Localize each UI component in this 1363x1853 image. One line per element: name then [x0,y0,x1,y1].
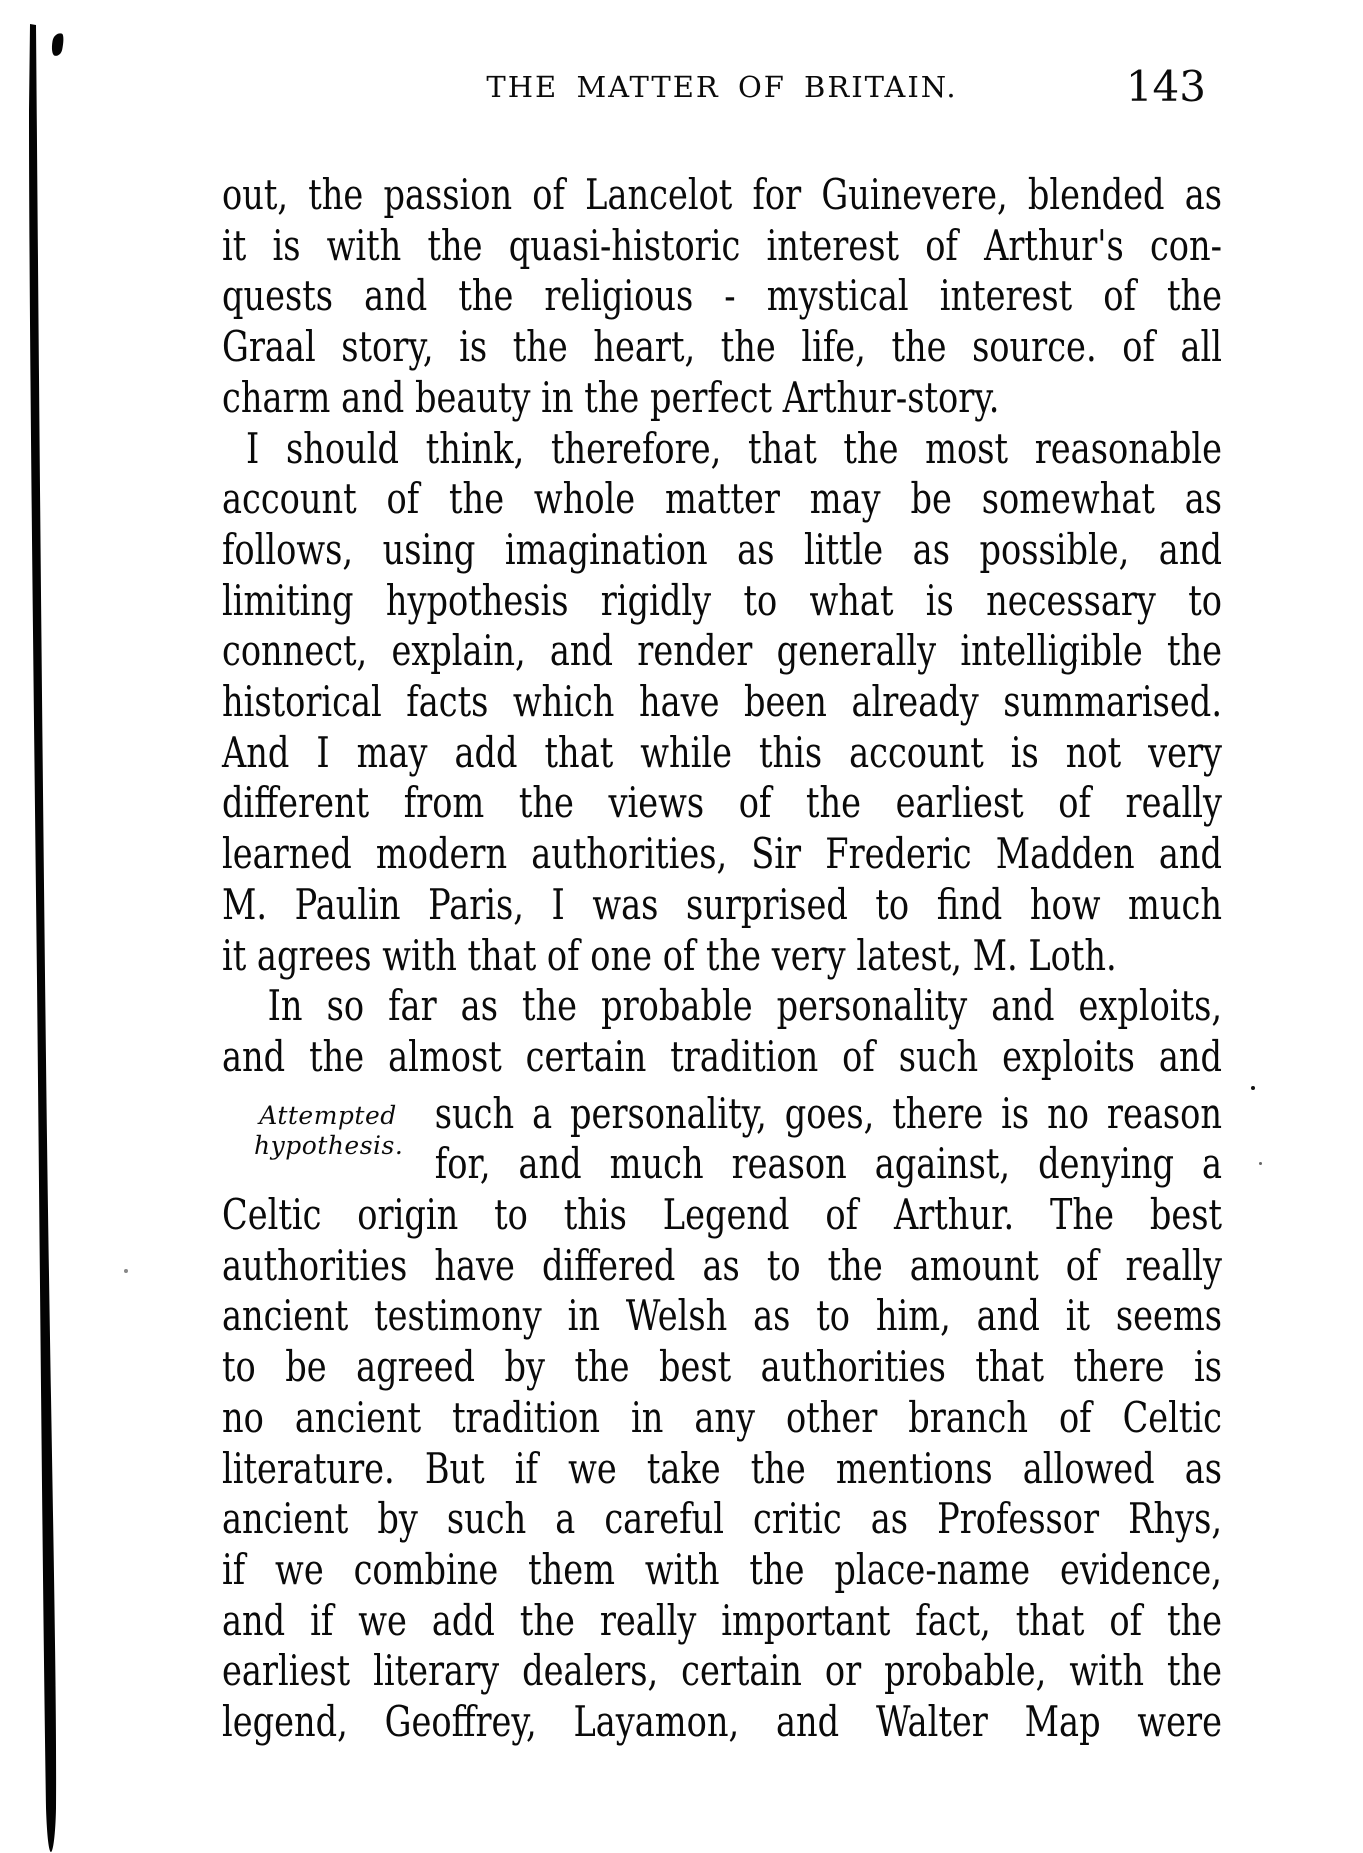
text-line: it agrees with that of one of the very latest, M. Loth. [222,930,1117,980]
text-line: different from the views of the earliest of really [222,778,1222,828]
body-text [222,170,1222,1748]
text-line: it is with the quasi-historic interest of Arthur's con- [222,220,1222,270]
text-line: and the almost certain tradition of such exploits and [222,1031,1222,1081]
text-line: historical facts which have been already summarised. [222,677,1222,727]
text-line: literature. But if we take the mentions allowed as [222,1443,1222,1493]
text-line: earliest literary dealers, certain or probable, with the [222,1646,1222,1696]
ink-blot [50,32,65,57]
text-line: I should think, therefore, that the most reasonable [246,423,1222,473]
ink-speck [1259,1162,1262,1165]
text-line: account of the whole matter may be somewhat as [222,474,1222,524]
margin-note-line: hypothesis. [254,1131,404,1160]
text-line: Celtic origin to this Legend of Arthur. The best [222,1190,1222,1240]
text-line: And I may add that while this account is not very [222,727,1222,777]
text-line: M. Paulin Paris, I was surprised to find how much [222,879,1222,929]
ink-speck [1251,1086,1255,1090]
text-line: connect, explain, and render generally intelligible the [222,626,1222,676]
text-line: if we combine them with the place-name evidence, [222,1544,1222,1594]
ink-speck [124,1269,128,1273]
text-line: Graal story, is the heart, the life, the source. of all [222,322,1222,372]
text-line: legend, Geoffrey, Layamon, and Walter Map were [222,1697,1222,1747]
text-line: In so far as the probable personality and exploits, [267,981,1223,1031]
page-number: 143 [1125,62,1206,111]
text-line: quests and the religious - mystical interest of the [222,271,1222,321]
page-header [222,62,1222,111]
running-title: THE MATTER OF BRITAIN. [486,70,958,104]
scan-binding-line [0,0,70,1853]
margin-note-line: Attempted [259,1101,397,1130]
text-line: limiting hypothesis rigidly to what is necessary to [222,575,1222,625]
text-line: such a personality, goes, there is no reason [434,1088,1222,1138]
text-line: for, and much reason against, denying a [434,1139,1222,1189]
text-line: charm and beauty in the perfect Arthur-story. [222,372,1000,422]
text-line: and if we add the really important fact, that of the [222,1595,1222,1645]
text-line: out, the passion of Lancelot for Guinevere, blended as [222,170,1222,219]
text-line: learned modern authorities, Sir Frederic Madden and [222,829,1222,879]
text-line: to be agreed by the best authorities that there is [222,1342,1222,1392]
text-line: follows, using imagination as little as possible, and [222,524,1222,574]
text-line: no ancient tradition in any other branch of Celtic [222,1392,1222,1442]
text-line: authorities have differed as to the amount of really [222,1240,1222,1290]
text-line: ancient testimony in Welsh as to him, and it seems [222,1291,1222,1341]
text-line: ancient by such a careful critic as Professor Rhys, [222,1494,1222,1544]
